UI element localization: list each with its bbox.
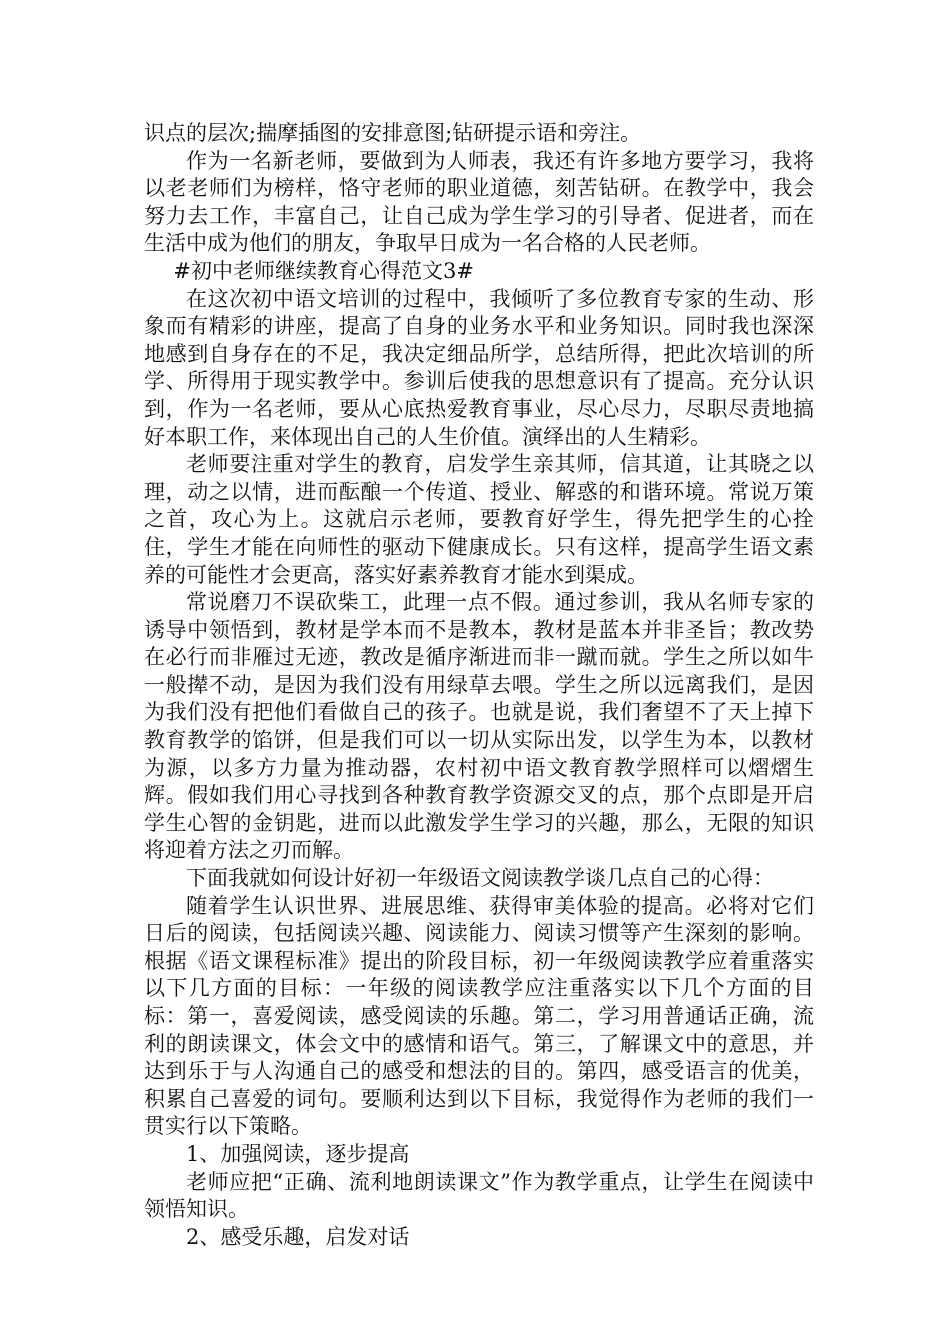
- paragraph-training: 在这次初中语文培训的过程中，我倾听了多位教育专家的生动、形象而有精彩的讲座，提高了自身的业务水平和业务知识。同时我也深深地感到自身存在的不足，我决定细品所学，总结所得，把此次培训的所学、所得用于现实教学中。参训后使我的思想意识有了提高。充分认识到，作为一名老师，要从心底热爱教育事业，尽心尽力，尽职尽责地搞好本职工作，来体现出自己的人生价值。演绎出的人生精彩。: [144, 286, 814, 449]
- paragraph-intro-reading: 下面我就如何设计好初一年级语文阅读教学谈几点自己的心得：: [186, 866, 774, 891]
- paragraph-student-education: 老师要注重对学生的教育，启发学生亲其师，信其道，让其晓之以理，动之以情，进而酝酿一个传道、授业、解惑的和谐环境。常说万策之首，攻心为上。这就启示老师，要教育好学生，得先把学生的心拴住，学生才能在向师性的驱动下健康成长。只有这样，提高学生语文素养的可能性才会更高，落实好素养教育才能水到渠成。: [144, 452, 814, 587]
- list-item-2: 2、感受乐趣，启发对话: [186, 1224, 410, 1249]
- list-item-1: 1、加强阅读，逐步提高: [186, 1141, 410, 1166]
- document-body: [144, 120, 814, 1251]
- paragraph-sharpen-knife: 常说磨刀不误砍柴工，此理一点不假。通过参训，我从名师专家的诱导中领悟到，教材是学本而不是教本，教材是蓝本并非圣旨；教改势在必行而非雁过无迹，教改是循序渐进而非一蹴而就。学生之所以如牛一般撵不动，是因为我们没有用绿草去喂。学生之所以远离我们，是因为我们没有把他们看做自己的孩子。也就是说，我们奢望不了天上掉下教育教学的馅饼，但是我们可以一切从实际出发，以学生为本，以教材为源，以多方力量为推动器，农村初中语文教育教学照样可以熠熠生辉。假如我们用心寻找到各种教育教学资源交叉的点，那个点即是开启学生心智的金钥匙，进而以此激发学生学习的兴趣，那么，无限的知识将迎着方法之刃而解。: [144, 590, 814, 863]
- paragraph-new-teacher: 作为一名新老师，要做到为人师表，我还有许多地方要学习，我将以老老师们为榜样，恪守老师的职业道德，刻苦钻研。在教学中，我会努力去工作，丰富自己，让自己成为学生学习的引导者、促进者，而在生活中成为他们的朋友，争取早日成为一名合格的人民老师。: [144, 148, 814, 256]
- section-heading: #初中老师继续教育心得范文3#: [173, 258, 474, 283]
- paragraph-reading-goals: 随着学生认识世界、进展思维、获得审美体验的提高。必将对它们日后的阅读，包括阅读兴趣、阅读能力、阅读习惯等产生深刻的影响。根据《语文课程标准》提出的阶段目标，初一年级阅读教学应着重落实以下几方面的目标：一年级的阅读教学应注重落实以下几个方面的目标：第一，喜爱阅读，感受阅读的乐趣。第二，学习用普通话正确，流利的朗读课文，体会文中的感情和语气。第三，了解课文中的意思，并达到乐于与人沟通自己的感受和想法的目的。第四，感受语言的优美，积累自己喜爱的词句。要顺利达到以下目标，我觉得作为老师的我们一贯实行以下策略。: [144, 893, 814, 1139]
- paragraph-teacher-focus: 老师应把“正确、流利地朗读课文”作为教学重点，让学生在阅读中领悟知识。: [144, 1169, 814, 1222]
- paragraph-continued: 识点的层次;揣摩插图的安排意图;钻研提示语和旁注。: [144, 121, 642, 145]
